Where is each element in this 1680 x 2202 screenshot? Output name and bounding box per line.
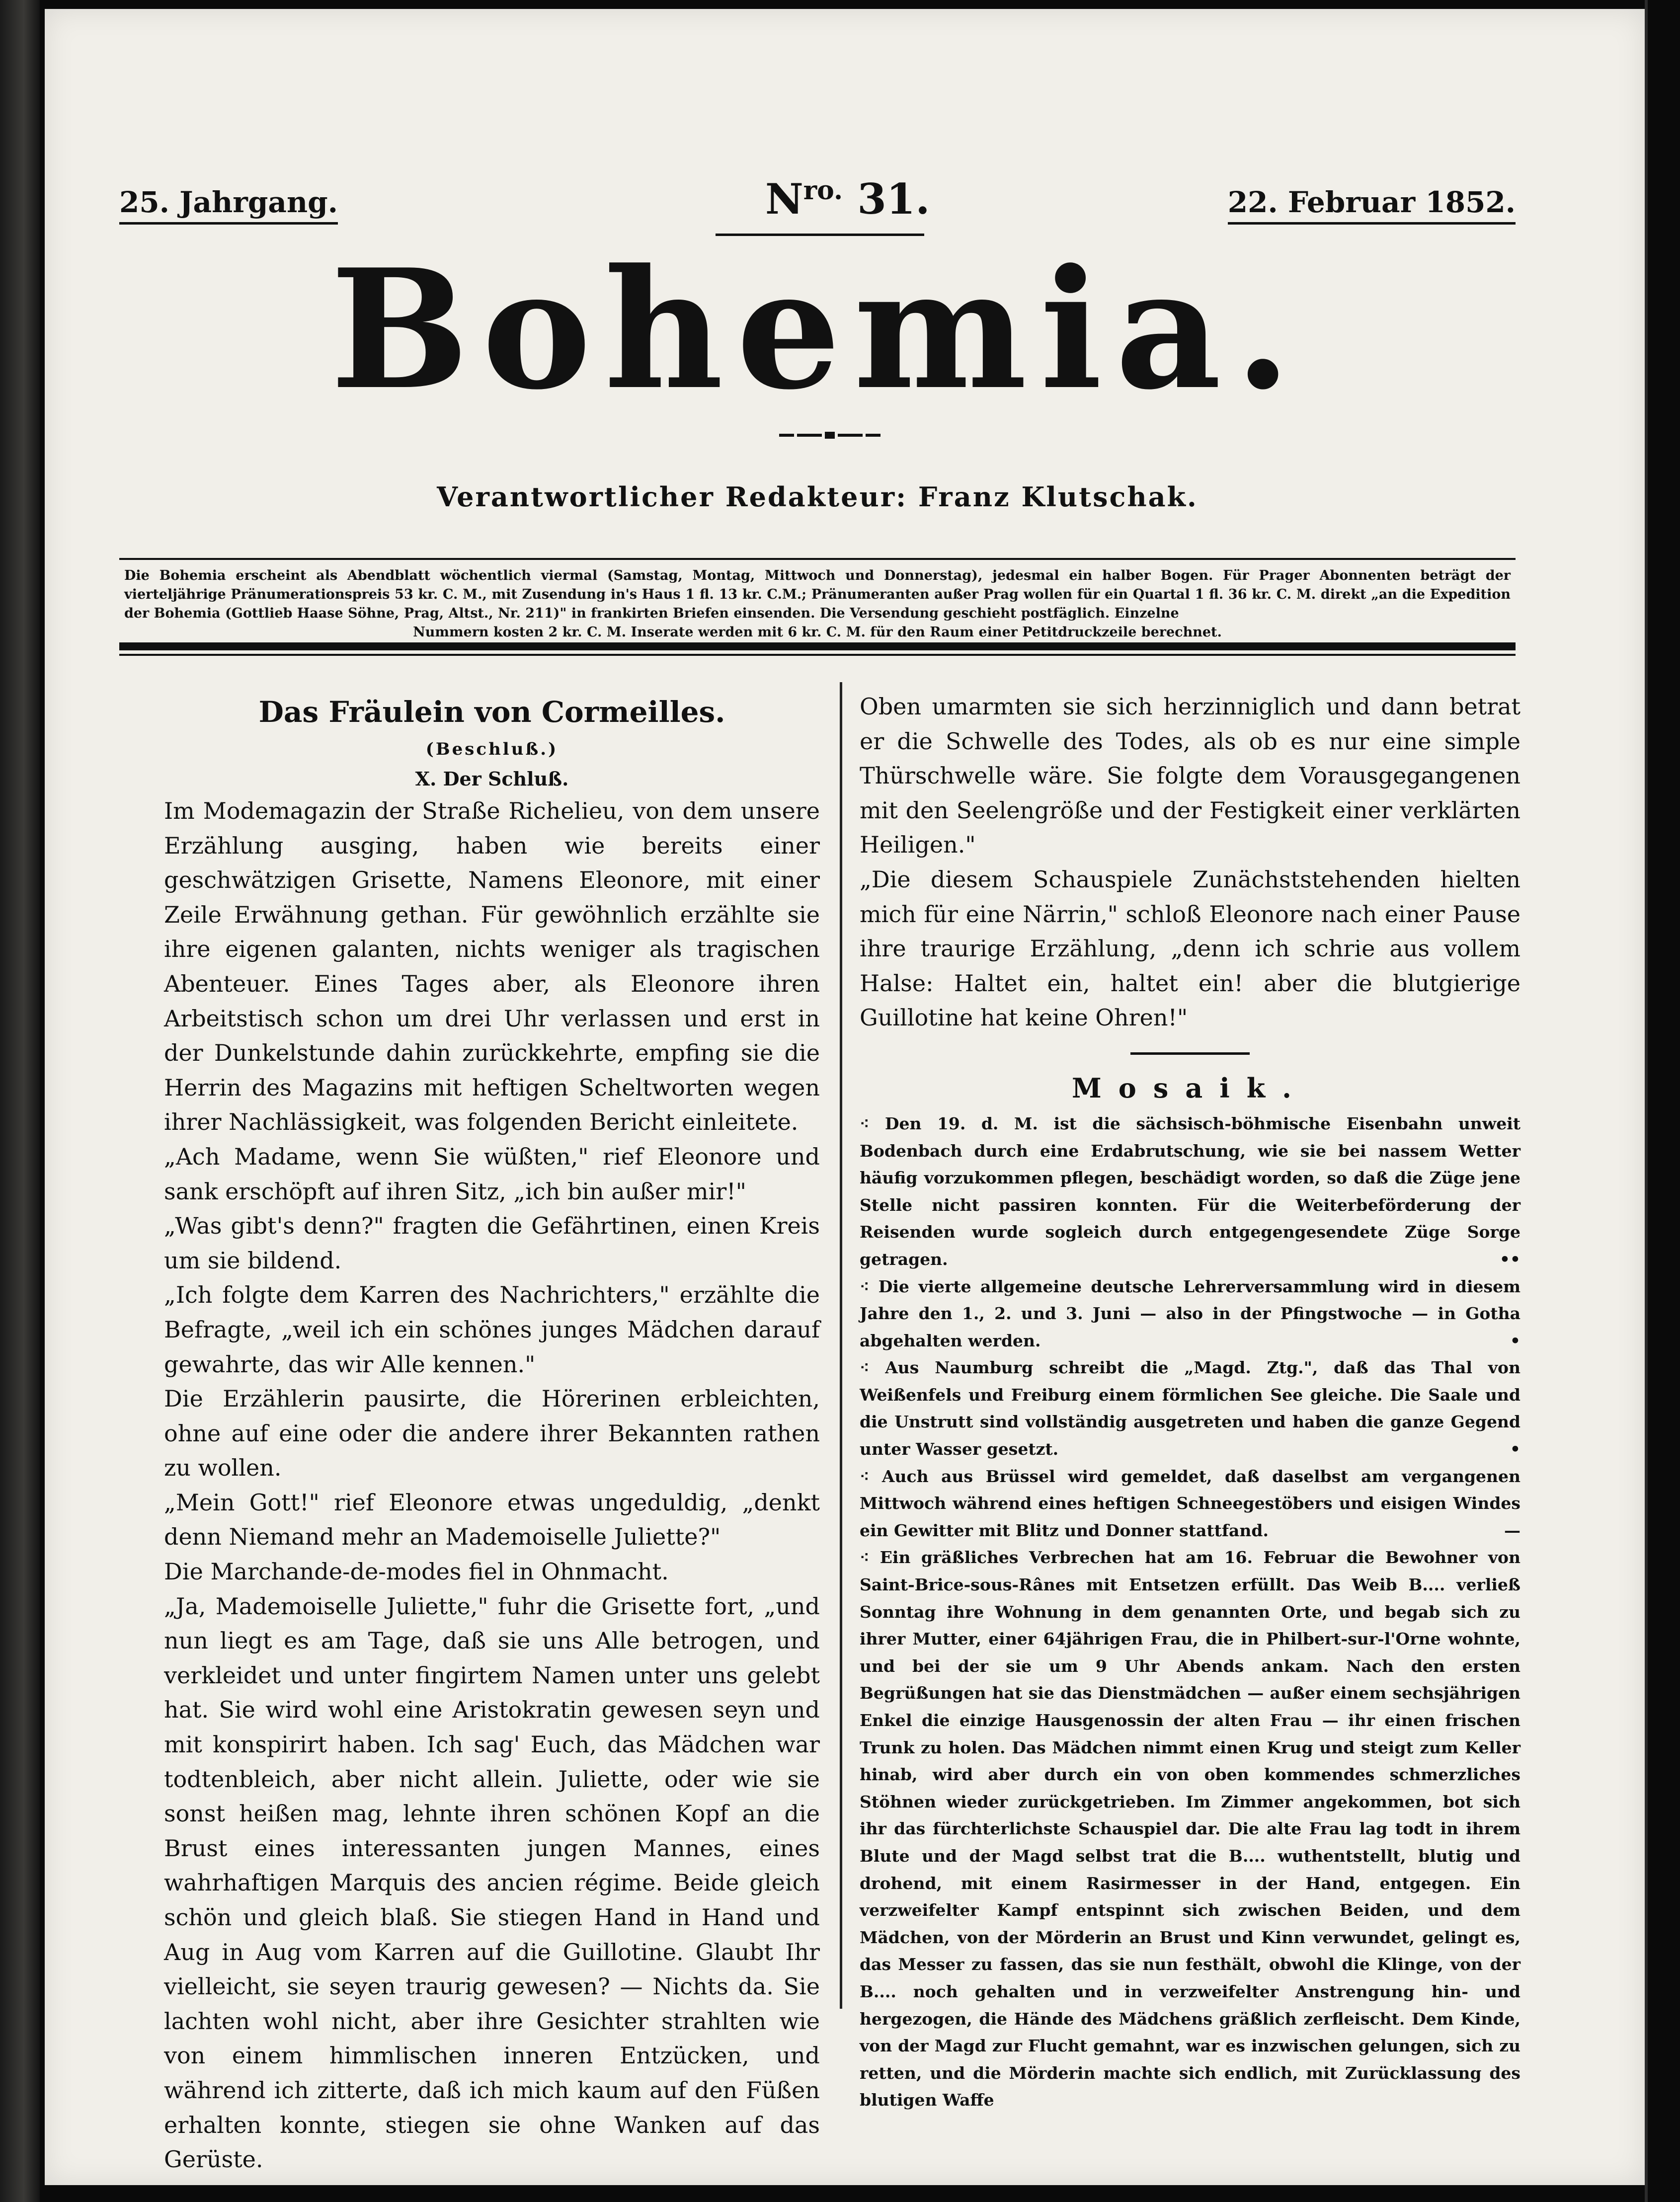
story-continuation-paragraph: Oben umarmten sie sich herzinniglich und dann betrat er die Schwelle des Todes, als ob es nur eine simple Thürschwelle wäre. Sie folgte dem Vorausgegangenen mit den Seelengröße und der Festigkeit einer verklärten Heiligen." bbox=[860, 693, 1520, 859]
left-page-edge bbox=[0, 0, 40, 2202]
chapter-heading: X. Der Schluß. bbox=[415, 768, 569, 790]
story-paragraph: „Ich folgte dem Karren des Nachrichters," erzählte die Befragte, „weil ich ein schönes junges Mädchen darauf gewahrte, das wir Alle kennen." bbox=[164, 1281, 820, 1378]
issue-number-value: 31. bbox=[857, 174, 930, 224]
issue-number-prefix: N bbox=[765, 174, 803, 224]
issue-date: 22. Februar 1852. bbox=[1228, 185, 1516, 225]
story-paragraph: „Mein Gott!" rief Eleonore etwas ungeduldig, „denkt denn Niemand mehr an Mademoiselle Juliette?" bbox=[164, 1489, 820, 1551]
header-thick-rule bbox=[119, 642, 1516, 650]
story-paragraph: Die Marchande-de-modes fiel in Ohnmacht. bbox=[164, 1558, 669, 1585]
mosaik-item bbox=[860, 1110, 1520, 1273]
subscription-notice bbox=[124, 566, 1511, 642]
column-divider bbox=[840, 682, 842, 2009]
editor-line: Verantwortlicher Redakteur: Franz Klutschak. bbox=[437, 481, 1198, 513]
issue-number-superscript: ro. bbox=[803, 175, 843, 206]
mosaik-item-text: ⁖ Die vierte allgemeine deutsche Lehrerversammlung wird in diesem Jahre den 1., 2. und 3. Juni — also in der Pfingstwoche — in Gotha abgehalten werden. bbox=[860, 1276, 1520, 1350]
story-paragraph: „Was gibt's denn?" fragten die Gefährtinen, einen Kreis um sie bildend. bbox=[164, 1212, 820, 1274]
right-column bbox=[860, 690, 1520, 2114]
issue-number bbox=[765, 174, 930, 224]
story-continuation-paragraph: „Die diesem Schauspiele Zunächststehenden hielten mich für eine Närrin," schloß Eleonore nach einer Pause ihre traurige Erzählung, „denn ich schrie aus vollem Halse: Haltet ein, haltet ein! aber die blutgierige Guillotine hat keine Ohren!" bbox=[860, 865, 1520, 1031]
mosaik-item-text: ⁖ Den 19. d. M. ist die sächsisch-böhmische Eisenbahn unweit Bodenbach durch eine Erdabrutschung, wie sie bei nassem Wetter häufig vorzukommen pflegen, beschädigt worden, so daß die Züge jene Stelle nicht passiren konnten. Für die Weiterbeförderung der Reisenden wurde sogleich durch entgegengesendete Züge Sorge getragen. bbox=[860, 1113, 1520, 1269]
mosaik-item bbox=[860, 1354, 1520, 1463]
mosaik-item bbox=[860, 1544, 1520, 2114]
story-paragraph: „Ja, Mademoiselle Juliette," fuhr die Grisette fort, „und nun liegt es am Tage, daß sie uns Alle betrogen, und verkleidet und unter fingirtem Namen unter uns gelebt hat. Sie wird wohl eine Aristokratin gewesen seyn und mit konspirirt haben. Ich sag' Euch, das Mädchen war todtenbleich, aber nicht allein. Juliette, oder wie sie sonst heißen mag, lehnte ihren schönen Kopf an die Brust eines interessanten jungen Mannes, eines wahrhaftigen Marquis des ancien régime. Beide gleich schön und gleich blaß. Sie stiegen Hand in Hand und Aug in Aug vom Karren auf die Guillotine. Glaubt Ihr vielleicht, sie seyen traurig gewesen? — Nichts da. Sie lachten wohl nicht, aber ihre Gesichter strahlten wie von einem himmlischen inneren Entzücken, und während ich zitterte, daß ich mich kaum auf den Füßen erhalten konnte, stiegen sie ohne Wanken auf das Gerüste. bbox=[164, 1592, 820, 2173]
mosaik-item-text: ⁖ Ein gräßliches Verbrechen hat am 16. Februar die Bewohner von Saint-Brice-sous-Rânes mit Entsetzen erfüllt. Das Weib B.... verließ Sonntag ihre Wohnung in dem genannten Orte, und begab sich zu ihrer Mutter, einer 64jährigen Frau, die in Philbert-sur-l'Orne wohnte, und bei der sie um 9 Uhr Abends ankam. Nach den ersten Begrüßungen hat sie das Dienstmädchen — außer einem sechsjährigen Enkel die einzige Hausgenossin der alten Frau — ihr einen frischen Trunk zu holen. Das Mädchen nimmt einen Krug und steigt zum Keller hinab, wird aber durch ein von oben kommendes schmerzliches Stöhnen wieder zurückgetrieben. Im Zimmer angekommen, bot sich ihr das fürchterlichste Schauspiel dar. Die alte Frau lag todt in ihrem Blute und der Magd selbst trat die B.... wuthentstellt, blutig und drohend, mit einem Rasirmesser in der Hand, entgegen. Ein verzweifelter Kampf entspinnt sich zwischen Beiden, und dem Mädchen, von der Mörderin an Brust und Kinn verwundet, gelingt es, das Messer zu fassen, das sie nun festhält, obwohl die Klinge, von der B.... noch gehalten und in verzweifelter Anstrengung hin- und hergezogen, die Hände des Mädchens gräßlich zerfleischt. Dem Kinde, von der Magd zur Flucht gemahnt, war es inzwischen gelungen, sich zu retten, und die Mörderin machte sich endlich, mit Zurücklassung des blutigen Waffe bbox=[860, 1548, 1520, 2110]
story-title: Das Fräulein von Cormeilles. bbox=[258, 695, 725, 729]
header-thin-rule bbox=[119, 654, 1516, 656]
mosaik-item-text: ⁖ Aus Naumburg schreibt die „Magd. Ztg.", daß das Thal von Weißenfels und Freiburg einem förmlichen See gleiche. Die Saale und die Unstrutt sind vollständig ausgetreten und haben die ganze Gegend unter Wasser gesetzt. bbox=[860, 1358, 1520, 1459]
story-paragraph: „Ach Madame, wenn Sie wüßten," rief Eleonore und sank erschöpft auf ihren Sitz, „ich bin außer mir!" bbox=[164, 1143, 820, 1205]
subscription-notice-last-line: Nummern kosten 2 kr. C. M. Inserate werden mit 6 kr. C. M. für den Raum einer Petitdruckzeile berechnet. bbox=[413, 625, 1222, 640]
subscription-notice-text: Die Bohemia erscheint als Abendblatt wöchentlich viermal (Samstag, Montag, Mittwoch und Donnerstag), jedesmal ein halber Bogen. Für Prager Abonnenten beträgt der vierteljährige Pränumerationspreis 53 kr. C. M., mit Zusendung in's Haus 1 fl. 13 kr. C.M.; Pränumeranten außer Prag wollen für ein Quartal 1 fl. 36 kr. C. M. direkt „an die Expedition der Bohemia (Gottlieb Haase Söhne, Prag, Altst., Nr. 211)" in frankirten Briefen einsenden. Die Versendung geschieht postfäglich. Einzelne bbox=[124, 568, 1511, 621]
section-separator bbox=[1130, 1052, 1250, 1055]
title-ornament bbox=[770, 430, 889, 440]
story-paragraph: Im Modemagazin der Straße Richelieu, von dem unsere Erzählung ausging, haben wie bereits einer geschwätzigen Grisette, Namens Eleonore, mit einer Zeile Erwähnung gethan. Für gewöhnlich erzählte sie ihre eigenen galanten, nichts weniger als tragischen Abenteuer. Eines Tages aber, als Eleonore ihren Arbeitstisch schon um drei Uhr verlassen und erst in der Dunkelstunde dahin zurückkehrte, empfing sie die Herrin des Magazins mit heftigen Scheltworten wegen ihrer Nachlässigkeit, was folgenden Bericht einleitete. bbox=[164, 797, 820, 1136]
right-page-edge bbox=[1645, 0, 1680, 2202]
left-column bbox=[164, 690, 820, 2177]
volume-label: 25. Jahrgang. bbox=[119, 185, 338, 225]
mosaik-item-mark: • bbox=[1510, 1331, 1520, 1350]
mosaik-item-mark: — bbox=[1504, 1520, 1520, 1540]
mosaik-item bbox=[860, 1273, 1520, 1355]
mosaik-item-mark: •• bbox=[1499, 1249, 1520, 1269]
fineprint-top-rule bbox=[119, 558, 1516, 560]
mosaik-item bbox=[860, 1463, 1520, 1545]
newspaper-page bbox=[45, 9, 1645, 2185]
newspaper-title: Bohemia. bbox=[330, 233, 1305, 426]
mosaik-item-text: ⁖ Auch aus Brüssel wird gemeldet, daß daselbst am vergangenen Mittwoch während eines heftigen Schneegestöbers und eisigen Windes ein Gewitter mit Blitz und Donner stattfand. bbox=[860, 1466, 1520, 1540]
story-status: (Beschluß.) bbox=[425, 739, 559, 759]
story-paragraph: Die Erzählerin pausirte, die Hörerinen erbleichten, ohne auf eine oder die andere ihrer Bekannten rathen zu wollen. bbox=[164, 1385, 820, 1482]
mosaik-item-mark: • bbox=[1510, 1439, 1520, 1459]
mosaik-heading: Mosaik. bbox=[1072, 1072, 1308, 1104]
